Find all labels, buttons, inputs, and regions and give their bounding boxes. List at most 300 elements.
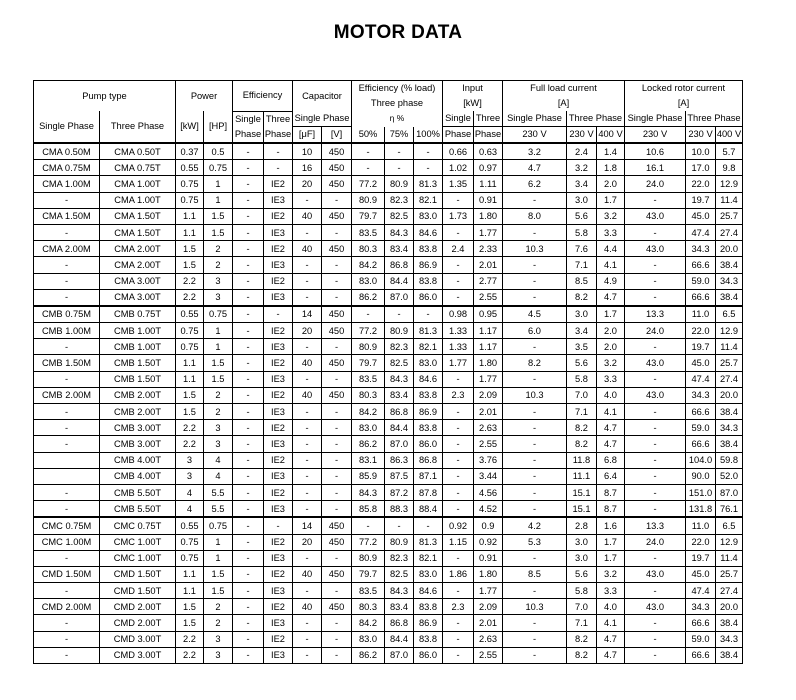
cell-power-kw: 1.5 [176, 257, 204, 273]
cell-lr-single-230v: - [625, 501, 686, 518]
cell-eff-75: 82.5 [385, 355, 414, 371]
cell-power-hp: 2 [204, 599, 233, 615]
cell-eff-100: 83.8 [414, 241, 443, 257]
cell-lr-single-230v: - [625, 484, 686, 500]
cell-cap-uf: - [293, 583, 322, 599]
cell-eff-75: 87.0 [385, 289, 414, 306]
lr-single-230v-header: 230 V [625, 127, 686, 144]
cell-power-hp: 3 [204, 420, 233, 436]
cell-fl-single-230v: 10.3 [503, 241, 567, 257]
cell-eff-three: IE2 [264, 566, 293, 582]
cell-single-phase-type: CMD 2.00M [34, 599, 100, 615]
cell-fl-single-230v: 6.2 [503, 176, 567, 192]
cell-power-hp: 3 [204, 647, 233, 663]
cell-three-phase-type: CMD 3.00T [100, 647, 176, 663]
lr-single-phase-header: Single Phase [625, 111, 686, 127]
cell-lr-three-400v: 12.9 [716, 323, 743, 339]
cell-cap-v: 450 [322, 241, 352, 257]
cell-input-three: 2.01 [474, 404, 503, 420]
cell-cap-uf: 40 [293, 599, 322, 615]
cell-input-three: 0.9 [474, 517, 503, 534]
cell-input-three: 4.56 [474, 484, 503, 500]
cell-eff-75: 80.9 [385, 176, 414, 192]
table-row [34, 208, 743, 224]
cell-eff-75: - [385, 160, 414, 176]
cell-eff-75: 83.4 [385, 599, 414, 615]
cell-input-three: 1.17 [474, 323, 503, 339]
cell-input-single: 1.15 [443, 534, 474, 550]
cell-three-phase-type: CMB 5.50T [100, 484, 176, 500]
cell-eff-50: - [352, 306, 385, 323]
cell-fl-single-230v: - [503, 192, 567, 208]
cell-lr-three-400v: 6.5 [716, 517, 743, 534]
cell-single-phase-type: - [34, 631, 100, 647]
cell-eff-100: 81.3 [414, 323, 443, 339]
cell-eff-100: 83.0 [414, 208, 443, 224]
cell-eff-50: 83.0 [352, 631, 385, 647]
cell-eff-75: 82.3 [385, 339, 414, 355]
cell-input-single: - [443, 583, 474, 599]
cell-eff-three: IE2 [264, 631, 293, 647]
cell-power-kw: 2.2 [176, 631, 204, 647]
cell-fl-three-230v: 5.8 [567, 371, 597, 387]
cell-eff-single: - [233, 550, 264, 566]
cell-eff-50: 80.9 [352, 192, 385, 208]
cell-eff-single: - [233, 289, 264, 306]
cell-input-single: 2.3 [443, 599, 474, 615]
cell-eff-100: - [414, 517, 443, 534]
cell-input-single: 1.77 [443, 355, 474, 371]
cell-eff-three: IE3 [264, 615, 293, 631]
eta-header: η % [352, 111, 443, 127]
cell-power-kw: 0.75 [176, 339, 204, 355]
cell-eff-75: 86.8 [385, 404, 414, 420]
cell-input-three: 1.80 [474, 208, 503, 224]
cell-cap-v: - [322, 615, 352, 631]
cell-lr-three-400v: 12.9 [716, 176, 743, 192]
cell-cap-uf: - [293, 420, 322, 436]
cell-three-phase-type: CMA 1.00T [100, 176, 176, 192]
cell-fl-three-230v: 7.0 [567, 599, 597, 615]
cell-lr-three-400v: 38.4 [716, 289, 743, 306]
cell-cap-uf: - [293, 404, 322, 420]
cell-lr-three-400v: 38.4 [716, 436, 743, 452]
cell-lr-three-230v: 47.4 [686, 371, 716, 387]
cell-power-kw: 4 [176, 484, 204, 500]
cell-fl-single-230v: 4.5 [503, 306, 567, 323]
cell-single-phase-type: - [34, 192, 100, 208]
cell-fl-single-230v: 8.0 [503, 208, 567, 224]
cell-fl-three-230v: 7.1 [567, 404, 597, 420]
cell-fl-single-230v: - [503, 484, 567, 500]
cell-three-phase-type: CMA 3.00T [100, 273, 176, 289]
table-row [34, 273, 743, 289]
cell-fl-three-400v: 1.6 [597, 517, 625, 534]
cell-cap-v: 450 [322, 566, 352, 582]
cell-eff-100: 84.6 [414, 224, 443, 240]
cell-eff-50: 84.3 [352, 484, 385, 500]
cell-cap-uf: - [293, 550, 322, 566]
cell-cap-v: - [322, 339, 352, 355]
cell-input-three: 2.55 [474, 436, 503, 452]
lr-three-phase-header: Three Phase [686, 111, 743, 127]
cell-input-single: 1.73 [443, 208, 474, 224]
cell-lr-three-230v: 19.7 [686, 550, 716, 566]
cell-lr-single-230v: - [625, 192, 686, 208]
input-unit: [kW] [443, 96, 503, 111]
cell-input-three: 2.55 [474, 289, 503, 306]
table-row [34, 387, 743, 403]
cell-fl-three-400v: 1.7 [597, 534, 625, 550]
cell-lr-three-230v: 45.0 [686, 208, 716, 224]
cell-input-three: 3.76 [474, 452, 503, 468]
cell-lr-single-230v: - [625, 224, 686, 240]
cell-eff-single: - [233, 355, 264, 371]
cell-fl-single-230v: - [503, 404, 567, 420]
cell-eff-50: - [352, 160, 385, 176]
cell-eff-75: 86.3 [385, 452, 414, 468]
cell-eff-50: 80.3 [352, 387, 385, 403]
cell-lr-three-230v: 66.6 [686, 257, 716, 273]
cell-eff-100: 83.0 [414, 566, 443, 582]
cell-eff-single: - [233, 517, 264, 534]
cell-cap-uf: 40 [293, 566, 322, 582]
cell-cap-uf: 14 [293, 517, 322, 534]
cell-lr-three-230v: 19.7 [686, 192, 716, 208]
cell-lr-single-230v: - [625, 339, 686, 355]
cell-input-single: - [443, 404, 474, 420]
cell-fl-three-230v: 3.0 [567, 550, 597, 566]
cell-three-phase-type: CMA 2.00T [100, 257, 176, 273]
cell-fl-three-400v: 2.0 [597, 339, 625, 355]
table-row [34, 452, 743, 468]
cell-eff-75: 87.2 [385, 484, 414, 500]
cell-fl-single-230v: - [503, 257, 567, 273]
table-row [34, 647, 743, 663]
cell-cap-v: 450 [322, 306, 352, 323]
cell-eff-50: 79.7 [352, 208, 385, 224]
cell-power-hp: 0.75 [204, 160, 233, 176]
cell-three-phase-type: CMB 0.75T [100, 306, 176, 323]
cell-fl-single-230v: 8.2 [503, 355, 567, 371]
cell-cap-v: - [322, 647, 352, 663]
cell-eff-three: IE3 [264, 192, 293, 208]
page-title: MOTOR DATA [333, 22, 463, 43]
cell-fl-three-230v: 15.1 [567, 484, 597, 500]
cell-eff-three: IE2 [264, 208, 293, 224]
cell-input-three: 1.77 [474, 224, 503, 240]
cell-cap-uf: - [293, 468, 322, 484]
cell-eff-75: 84.4 [385, 273, 414, 289]
cell-eff-three: IE2 [264, 387, 293, 403]
cell-input-single: - [443, 484, 474, 500]
cell-lr-three-400v: 52.0 [716, 468, 743, 484]
cell-fl-single-230v: - [503, 224, 567, 240]
cell-fl-three-400v: 1.7 [597, 550, 625, 566]
cell-input-three: 0.92 [474, 534, 503, 550]
fl-single-230v-header: 230 V [503, 127, 567, 144]
cell-power-kw: 1.1 [176, 371, 204, 387]
cell-cap-v: 450 [322, 208, 352, 224]
cell-eff-100: 83.8 [414, 599, 443, 615]
cell-eff-single: - [233, 323, 264, 339]
cell-fl-three-230v: 8.2 [567, 647, 597, 663]
cell-input-three: 0.63 [474, 143, 503, 160]
cell-lr-three-400v: 27.4 [716, 224, 743, 240]
cell-power-hp: 1.5 [204, 224, 233, 240]
cell-eff-single: - [233, 306, 264, 323]
cell-single-phase-type: CMB 1.50M [34, 355, 100, 371]
cell-cap-v: - [322, 583, 352, 599]
cell-fl-three-400v: 4.7 [597, 436, 625, 452]
cell-eff-three: IE3 [264, 550, 293, 566]
cell-power-kw: 0.75 [176, 176, 204, 192]
power-header: Power [176, 81, 233, 112]
table-row [34, 339, 743, 355]
cell-power-hp: 0.75 [204, 306, 233, 323]
cell-single-phase-type: CMA 1.00M [34, 176, 100, 192]
cell-fl-three-230v: 8.5 [567, 273, 597, 289]
cell-eff-75: 82.5 [385, 566, 414, 582]
cell-power-kw: 2.2 [176, 289, 204, 306]
cell-input-single: 0.66 [443, 143, 474, 160]
cell-eff-75: 80.9 [385, 323, 414, 339]
cell-input-single: - [443, 257, 474, 273]
cell-input-three: 2.77 [474, 273, 503, 289]
cell-input-single: - [443, 647, 474, 663]
cell-eff-three: IE3 [264, 501, 293, 518]
cell-cap-v: 450 [322, 599, 352, 615]
fl-single-phase-header: Single Phase [503, 111, 567, 127]
cell-eff-75: 82.3 [385, 550, 414, 566]
cell-lr-three-400v: 5.7 [716, 143, 743, 160]
cell-fl-single-230v: - [503, 647, 567, 663]
cell-eff-three: IE3 [264, 583, 293, 599]
cell-cap-uf: 14 [293, 306, 322, 323]
cell-lr-three-400v: 9.8 [716, 160, 743, 176]
cell-single-phase-type: CMA 2.00M [34, 241, 100, 257]
cell-eff-three: - [264, 306, 293, 323]
cell-cap-v: - [322, 468, 352, 484]
cell-lr-three-230v: 19.7 [686, 339, 716, 355]
cell-eff-50: 84.2 [352, 615, 385, 631]
cell-power-kw: 1.1 [176, 208, 204, 224]
cell-lr-three-400v: 38.4 [716, 647, 743, 663]
cell-cap-uf: - [293, 436, 322, 452]
cell-fl-single-230v: - [503, 550, 567, 566]
cell-three-phase-type: CMB 1.00T [100, 323, 176, 339]
cell-eff-100: 82.1 [414, 192, 443, 208]
table-row [34, 143, 743, 160]
cell-eff-three: - [264, 143, 293, 160]
cell-input-single: 2.3 [443, 387, 474, 403]
cell-input-three: 0.97 [474, 160, 503, 176]
cell-eff-75: 86.8 [385, 257, 414, 273]
cell-eff-single: - [233, 339, 264, 355]
cell-eff-75: 84.4 [385, 420, 414, 436]
cell-eff-50: 83.0 [352, 420, 385, 436]
cell-three-phase-type: CMB 1.50T [100, 371, 176, 387]
cell-power-hp: 1 [204, 176, 233, 192]
eff-100-header: 100% [414, 127, 443, 144]
cell-input-three: 1.17 [474, 339, 503, 355]
cap-uf-header: [μF] [293, 127, 322, 144]
cell-lr-three-230v: 11.0 [686, 306, 716, 323]
cell-lr-three-230v: 45.0 [686, 566, 716, 582]
cell-eff-75: 82.5 [385, 208, 414, 224]
motor-data-table [33, 80, 743, 664]
efficiency-load-header: Efficiency (% load) [352, 81, 443, 97]
cell-cap-v: 450 [322, 176, 352, 192]
cell-fl-three-400v: 2.0 [597, 176, 625, 192]
cell-fl-three-230v: 15.1 [567, 501, 597, 518]
cell-power-kw: 3 [176, 468, 204, 484]
cell-eff-100: 86.9 [414, 615, 443, 631]
cell-input-three: 2.01 [474, 257, 503, 273]
cell-lr-three-230v: 11.0 [686, 517, 716, 534]
cell-eff-100: - [414, 160, 443, 176]
cell-fl-three-230v: 3.0 [567, 192, 597, 208]
eff-75-header: 75% [385, 127, 414, 144]
fl-three-400v-header: 400 V [597, 127, 625, 144]
cell-eff-100: 87.1 [414, 468, 443, 484]
cell-single-phase-type: - [34, 257, 100, 273]
cell-power-kw: 2.2 [176, 436, 204, 452]
cell-lr-three-400v: 38.4 [716, 615, 743, 631]
cell-lr-single-230v: 43.0 [625, 599, 686, 615]
cell-lr-three-400v: 34.3 [716, 420, 743, 436]
cell-three-phase-type: CMB 4.00T [100, 468, 176, 484]
cell-eff-75: - [385, 306, 414, 323]
cell-cap-uf: - [293, 289, 322, 306]
cell-eff-50: 80.9 [352, 550, 385, 566]
cell-eff-single: - [233, 273, 264, 289]
eff-50-header: 50% [352, 127, 385, 144]
cell-cap-v: 450 [322, 517, 352, 534]
cell-fl-single-230v: - [503, 420, 567, 436]
cell-eff-single: - [233, 647, 264, 663]
cell-fl-three-400v: 4.7 [597, 420, 625, 436]
cell-fl-three-400v: 1.8 [597, 160, 625, 176]
cell-eff-50: 79.7 [352, 566, 385, 582]
cell-eff-75: - [385, 143, 414, 160]
eff-single-header: Single [233, 111, 264, 127]
cell-eff-100: 81.3 [414, 534, 443, 550]
pump-type-header: Pump type [34, 81, 176, 112]
cell-eff-50: 83.5 [352, 371, 385, 387]
cell-lr-three-230v: 66.6 [686, 436, 716, 452]
cell-power-kw: 1.5 [176, 387, 204, 403]
cell-fl-three-400v: 8.7 [597, 484, 625, 500]
cell-power-hp: 3 [204, 273, 233, 289]
cell-fl-three-400v: 4.0 [597, 387, 625, 403]
cell-cap-v: - [322, 484, 352, 500]
cell-eff-100: 87.8 [414, 484, 443, 500]
cell-eff-75: 84.3 [385, 371, 414, 387]
cell-eff-three: IE3 [264, 436, 293, 452]
cell-input-three: 2.09 [474, 387, 503, 403]
cell-input-single: - [443, 452, 474, 468]
table-row [34, 484, 743, 500]
cell-eff-single: - [233, 468, 264, 484]
cell-input-single: - [443, 468, 474, 484]
cell-power-hp: 4 [204, 468, 233, 484]
lr-three-400v-header: 400 V [716, 127, 743, 144]
cell-fl-three-230v: 8.2 [567, 289, 597, 306]
cell-cap-uf: - [293, 192, 322, 208]
cell-three-phase-type: CMD 1.50T [100, 566, 176, 582]
cell-fl-three-230v: 5.8 [567, 583, 597, 599]
cell-single-phase-type: - [34, 404, 100, 420]
cell-lr-single-230v: - [625, 583, 686, 599]
cell-eff-100: 83.8 [414, 387, 443, 403]
cell-three-phase-type: CMA 1.50T [100, 208, 176, 224]
cell-power-hp: 3 [204, 289, 233, 306]
cell-power-hp: 3 [204, 436, 233, 452]
cell-three-phase-type: CMA 0.75T [100, 160, 176, 176]
cell-cap-v: 450 [322, 143, 352, 160]
cell-power-kw: 3 [176, 452, 204, 468]
cell-input-three: 2.09 [474, 599, 503, 615]
power-kw-header: [kW] [176, 111, 204, 143]
cell-lr-three-400v: 34.3 [716, 631, 743, 647]
cell-three-phase-type: CMC 1.00T [100, 550, 176, 566]
cell-three-phase-type: CMC 1.00T [100, 534, 176, 550]
cell-input-three: 3.44 [474, 468, 503, 484]
table-row [34, 404, 743, 420]
cell-single-phase-type: - [34, 371, 100, 387]
cell-eff-50: - [352, 517, 385, 534]
efficiency-header: Efficiency [233, 81, 293, 112]
table-row [34, 176, 743, 192]
cell-eff-75: 82.3 [385, 192, 414, 208]
table-row [34, 468, 743, 484]
cell-cap-uf: 16 [293, 160, 322, 176]
cell-eff-single: - [233, 452, 264, 468]
cell-eff-50: 83.5 [352, 583, 385, 599]
cell-lr-single-230v: 43.0 [625, 355, 686, 371]
cell-eff-single: - [233, 534, 264, 550]
cell-cap-uf: 40 [293, 387, 322, 403]
cell-single-phase-type: CMC 1.00M [34, 534, 100, 550]
cell-three-phase-type: CMD 3.00T [100, 631, 176, 647]
table-row [34, 501, 743, 518]
cell-lr-three-400v: 76.1 [716, 501, 743, 518]
cell-lr-three-400v: 11.4 [716, 192, 743, 208]
table-row [34, 323, 743, 339]
cell-fl-three-230v: 8.2 [567, 631, 597, 647]
cell-eff-100: 82.1 [414, 339, 443, 355]
cell-lr-single-230v: 13.3 [625, 517, 686, 534]
cell-lr-single-230v: - [625, 273, 686, 289]
cell-lr-three-230v: 22.0 [686, 534, 716, 550]
cell-eff-single: - [233, 241, 264, 257]
cell-cap-v: - [322, 631, 352, 647]
fl-three-230v-header: 230 V [567, 127, 597, 144]
cell-input-single: 0.98 [443, 306, 474, 323]
cell-cap-v: - [322, 371, 352, 387]
cell-single-phase-type: - [34, 339, 100, 355]
power-hp-header: [HP] [204, 111, 233, 143]
cell-lr-three-400v: 12.9 [716, 534, 743, 550]
cell-lr-three-400v: 20.0 [716, 387, 743, 403]
cell-input-single: - [443, 420, 474, 436]
cell-power-kw: 1.1 [176, 355, 204, 371]
cell-input-three: 0.91 [474, 550, 503, 566]
cell-eff-three: IE2 [264, 452, 293, 468]
cell-eff-single: - [233, 501, 264, 518]
cell-fl-three-400v: 4.1 [597, 404, 625, 420]
